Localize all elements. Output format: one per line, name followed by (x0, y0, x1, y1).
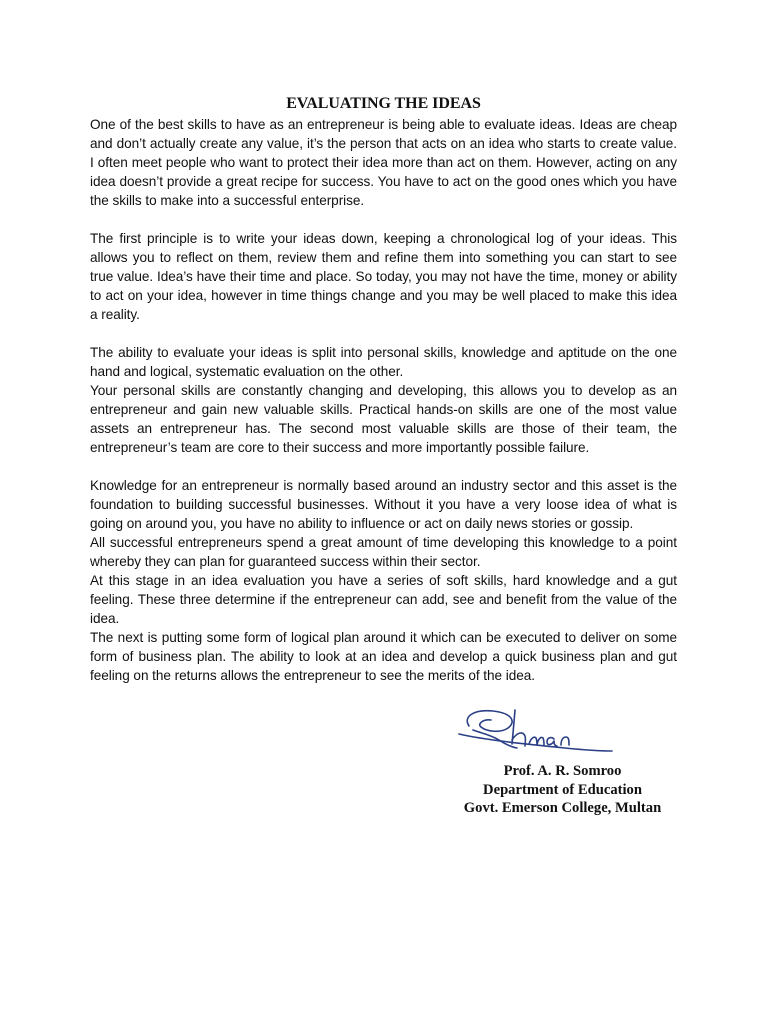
document-page (90, 94, 677, 685)
paragraph-4: Your personal skills are constantly changing and developing, this allows you to develop as an entrepreneur and gain new valuable skills. Practical hands-on skills are one of the most value assets an entrepreneur has. The second most valuable skills are those of their team, the entrepreneur’s team are core to their success and more importantly possible failure. (90, 383, 677, 455)
signatory-department: Department of Education (483, 781, 642, 798)
signatory-name: Prof. A. R. Somroo (503, 763, 622, 779)
paragraph-2: The first principle is to write your ideas down, keeping a chronological log of your ideas. This allows you to reflect on them, review them and refine them into something you can start to see true value. Idea’s have their time and place. So today, you may not have the time, money or ability to act on your idea, however in time things change and you may be well placed to make this idea a reality. (90, 231, 677, 322)
paragraph-1: One of the best skills to have as an entrepreneur is being able to evaluate ideas. Ideas are cheap and don’t actually create any value, it’s the person that acts on an idea who starts to create value. I often meet people who want to protect their idea more than act on them. However, acting on any idea doesn’t provide a great recipe for success. You have to act on the good ones which you have the skills to make into a successful enterprise. (90, 117, 677, 208)
signature-strokes (459, 710, 612, 751)
paragraph-8: The next is putting some form of logical plan around it which can be executed to deliver on some form of business plan. The ability to look at an idea and develop a quick business plan and gut feeling on the returns allows the entrepreneur to see the merits of the idea. (90, 630, 677, 683)
signatory-institution: Govt. Emerson College, Multan (463, 800, 662, 816)
paragraph-5: Knowledge for an entrepreneur is normally based around an industry sector and this asset is the foundation to building successful businesses. Without it you have a very loose idea of what is going on around you, you have no ability to influence or act on daily news stories or gossip. (90, 478, 677, 531)
document-title: EVALUATING THE IDEAS (286, 95, 481, 112)
paragraph-7: At this stage in an idea evaluation you have a series of soft skills, hard knowledge and a gut feeling. These three determine if the entrepreneur can add, see and benefit from the value of the idea. (90, 573, 677, 626)
signatory-details (440, 762, 685, 818)
signature-block (440, 700, 685, 830)
paragraph-3: The ability to evaluate your ideas is split into personal skills, knowledge and aptitude on the one hand and logical, systematic evaluation on the other. (90, 345, 677, 379)
paragraph-6: All successful entrepreneurs spend a great amount of time developing this knowledge to a point whereby they can plan for guaranteed success within their sector. (90, 535, 677, 569)
handwritten-signature (455, 700, 615, 758)
